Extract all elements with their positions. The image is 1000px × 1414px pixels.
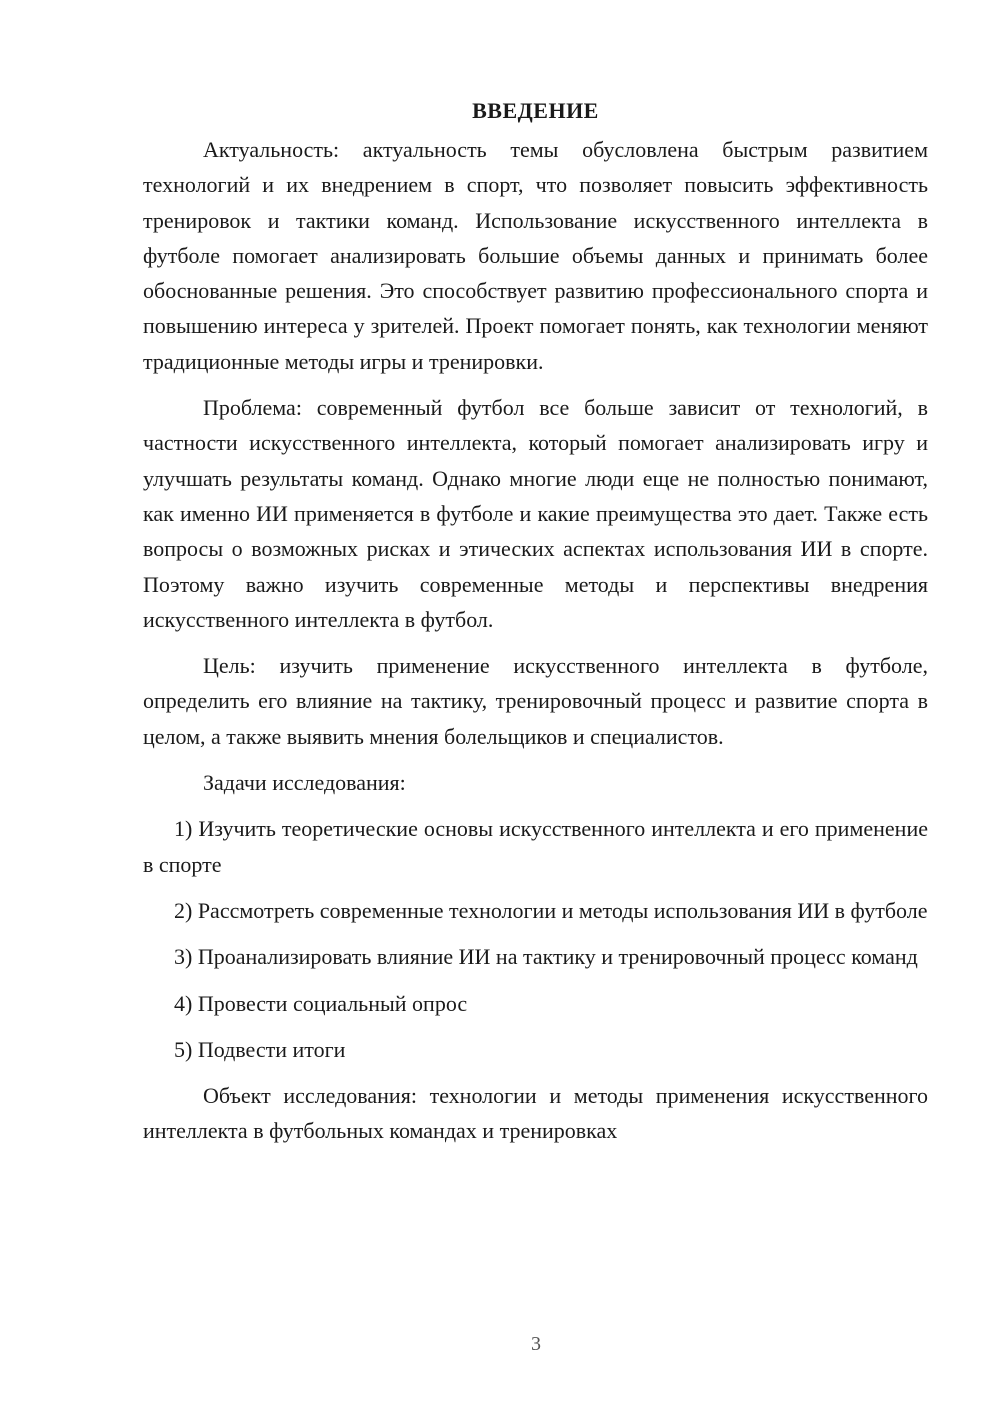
list-item: 4) Провести социальный опрос <box>174 990 468 1016</box>
list-item: 2) Рассмотреть современные технологии и методы использования ИИ в футболе <box>174 897 928 923</box>
object-paragraph: Объект исследования: технологии и методы применения искусственного интеллекта в футбольных командах и тренировках <box>143 1083 928 1144</box>
tasks-heading: Задачи исследования: <box>203 770 406 796</box>
page-content <box>143 93 928 1160</box>
list-item: 1) Изучить теоретические основы искусственного интеллекта и его применение в спорте <box>143 816 928 877</box>
goal-paragraph: Цель: изучить применение искусственного интеллекта в футболе, определить его влияние на тактику, тренировочный процесс и развитие спорта в целом, а также выявить мнения болельщиков и специалистов. <box>143 653 928 749</box>
page-number: 3 <box>531 1333 541 1355</box>
list-item: 5) Подвести итоги <box>174 1036 346 1062</box>
relevance-paragraph: Актуальность: актуальность темы обусловлена быстрым развитием технологий и их внедрением в спорт, что позволяет повысить эффективность тренировок и тактики команд. Использование искусственного интеллекта в футболе помогает анализировать большие объемы данных и принимать более обоснованные решения. Это способствует развитию профессионального спорта и повышению интереса у зрителей. Проект помогает понять, как технологии меняют традиционные методы игры и тренировки. <box>143 137 928 374</box>
tasks-list <box>143 811 928 1067</box>
problem-paragraph: Проблема: современный футбол все больше зависит от технологий, в частности искусственного интеллекта, который помогает анализировать игру и улучшать результаты команд. Однако многие люди еще не полностью понимают, как именно ИИ применяется в футболе и какие преимущества это дает. Также есть вопросы о возможных рисках и этических аспектах использования ИИ в спорте. Поэтому важно изучить современные методы и перспективы внедрения искусственного интеллекта в футбол. <box>143 395 928 632</box>
page-title: ВВЕДЕНИЕ <box>472 98 599 123</box>
list-item: 3) Проанализировать влияние ИИ на тактику и тренировочный процесс команд <box>174 944 918 970</box>
